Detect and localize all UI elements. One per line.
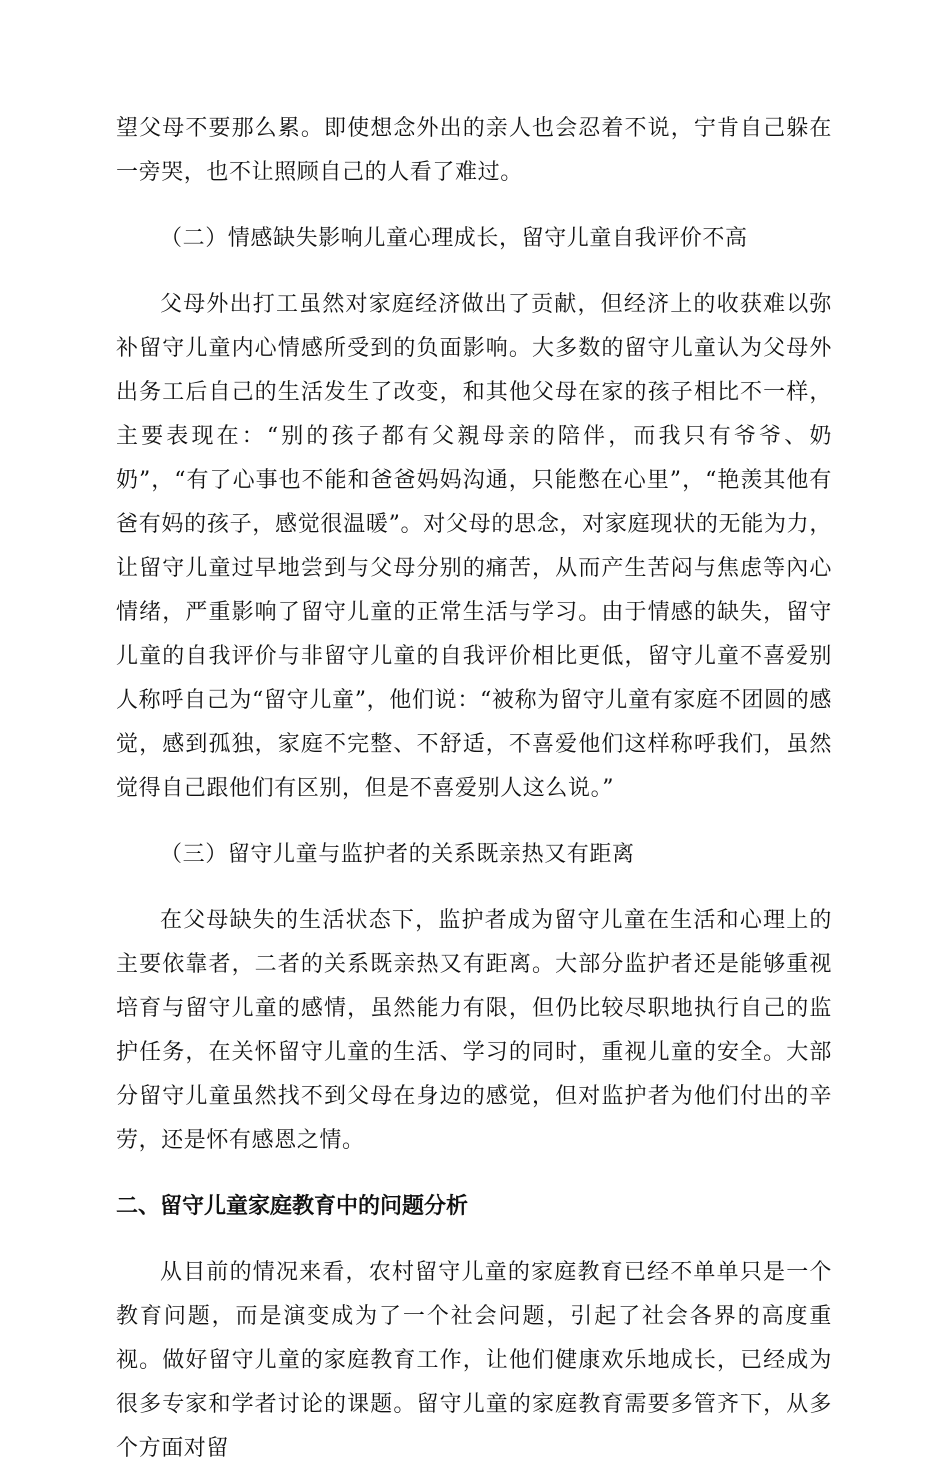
- paragraph-problem-analysis: 从目前的情况来看，农村留守儿童的家庭教育已经不单单只是一个教育问题，而是演变成为了一个社会问题，引起了社会各界的高度重视。做好留守儿童的家庭教育工作，让他们健康欢乐地成长，已经成为很多专家和学者讨论的课题。留守儿童的家庭教育需要多管齐下，从多个方面对留: [116, 1260, 832, 1461]
- subheading-emotional-deficit: （二）情感缺失影响儿童心理成长，留守儿童自我评价不高: [160, 226, 748, 251]
- paragraph-guardian-relationship: 在父母缺失的生活状态下，监护者成为留守儿童在生活和心理上的主要依靠者，二者的关系既亲热又有距离。大部分监护者还是能够重视培育与留守儿童的感情，虽然能力有限，但仍比较尽职地执行自己的监护任务，在关怀留守儿童的生活、学习的同时，重视儿童的安全。大部分留守儿童虽然找不到父母在身边的感觉，但对监护者为他们付出的辛劳，还是怀有感恩之情。: [116, 908, 832, 1153]
- paragraph-continued: 望父母不要那么累。即使想念外出的亲人也会忍着不说，宁肯自己躲在一旁哭，也不让照顾自己的人看了难过。: [116, 116, 832, 185]
- subheading-guardian-relationship: （三）留守儿童与监护者的关系既亲热又有距离: [160, 842, 635, 867]
- document-body: [116, 107, 832, 1471]
- paragraph-emotional-deficit: 父母外出打工虽然对家庭经济做出了贡献，但经济上的收获难以弥补留守儿童内心情感所受到的负面影响。大多数的留守儿童认为父母外出务工后自己的生活发生了改变，和其他父母在家的孩子相比不一样，主要表现在：“别的孩子都有父親母亲的陪伴，而我只有爷爷、奶奶”，“有了心事也不能和爸爸妈妈沟通，只能憋在心里”，“艳羡其他有爸有妈的孩子，感觉很温暖”。对父母的思念，对家庭现状的无能为力，让留守儿童过早地尝到与父母分别的痛苦，从而产生苦闷与焦虑等內心情绪，严重影响了留守儿童的正常生活与学习。由于情感的缺失，留守儿童的自我评价与非留守儿童的自我评价相比更低，留守儿童不喜爱别人称呼自己为“留守儿童”，他们说：“被称为留守儿童有家庭不团圆的感觉，感到孤独，家庭不完整、不舒适，不喜爱他们这样称呼我们，虽然觉得自己跟他们有区别，但是不喜爱别人这么说。”: [116, 292, 832, 801]
- section-heading-problem-analysis: 二、留守儿童家庭教育中的问题分析: [116, 1194, 469, 1219]
